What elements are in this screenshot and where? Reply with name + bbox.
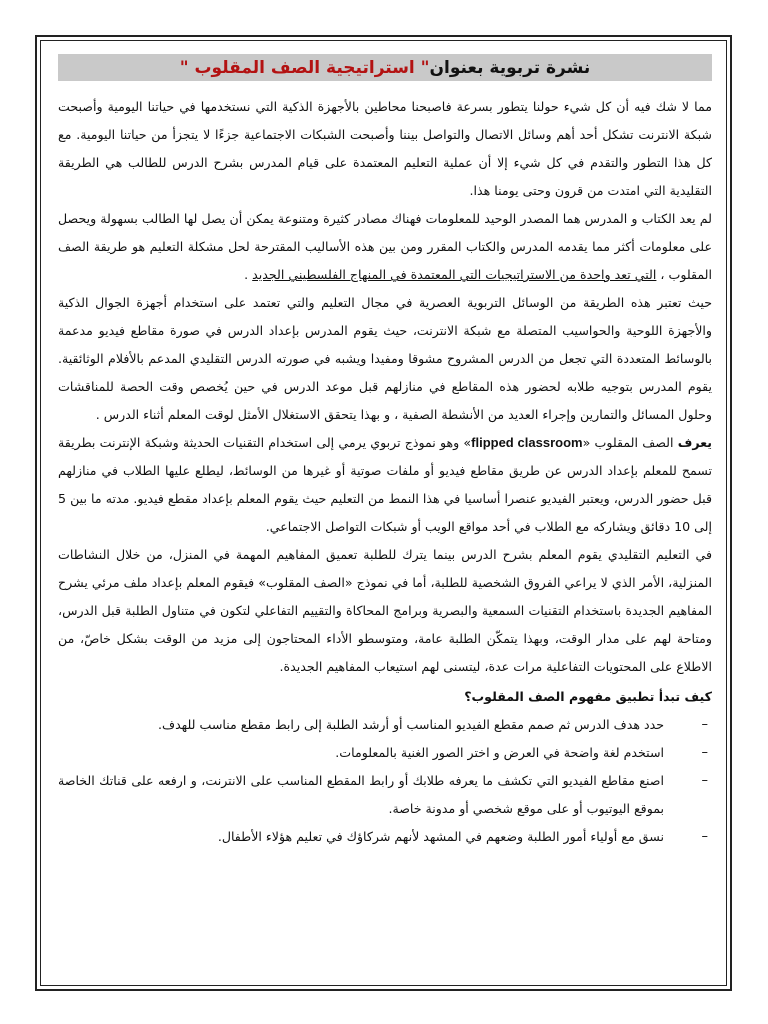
paragraph-sources xyxy=(58,205,712,289)
english-term: flipped classroom xyxy=(471,435,583,450)
dash-bullet-icon: – xyxy=(701,829,708,844)
title-accent: " استراتيجية الصف المقلوب " xyxy=(179,57,430,78)
step-text: نسق مع أولياء أمور الطلبة وضعهم في المشهد لأنهم شركاؤك في تعليم هؤلاء الأطفال. xyxy=(217,829,664,844)
step-text: استخدم لغة واضحة في العرض و اختر الصور الغنية بالمعلومات. xyxy=(335,745,664,760)
paragraph-sources-end: . xyxy=(244,267,253,282)
list-item xyxy=(58,711,712,739)
dash-bullet-icon: – xyxy=(701,745,708,760)
paragraph-comparison: في التعليم التقليدي يقوم المعلم بشرح الدرس بينما يترك للطلبة تعميق المفاهيم المهمة في المنزل، من خلال النشاطات المنزلية، الأمر الذي لا يراعي الفروق الشخصية للطلبة، أما في نموذج «الصف المقلوب» فيقوم المعلم بإعداد ملف مرئي يشرح المفاهيم الجديدة باستخدام التقنيات السمعية والبصرية وبرامج المحاكاة والتقييم التفاعلي لتكون في متناول الطلبة قبل الدرس، ومتاحة لهم على مدار الوقت، وبهذا يتمكّن الطلبة عامة، ومتوسطو الأداء المحتاجون إلى مزيد من الوقت بشكل خاصّ، من الاطلاع على المحتويات التفاعلية مرات عدة، ليتسنى لهم استيعاب المفاهيم الجديدة. xyxy=(58,547,712,674)
dash-bullet-icon: – xyxy=(701,717,708,732)
step-text: حدد هدف الدرس ثم صمم مقطع الفيديو المناسب أو أرشد الطلبة إلى رابط مقطع مناسب للهدف. xyxy=(158,717,664,732)
title-bar xyxy=(58,54,712,81)
document-body xyxy=(58,50,712,851)
list-item xyxy=(58,739,712,767)
definition-part-b: » وهو نموذج تربوي يرمي إلى استخدام التقنيات الحديثة وشبكة الإنترنت بطريقة تسمح للمعلم بإعداد الدرس عن طريق مقاطع فيديو أو ملفات صوتية أو غيرها من الوسائط، ليطلع عليها الطلاب في منازلهم قبل حضور الدرس، ويعتبر الفيديو عنصرا أساسيا في هذا النمط من التعليم حيث يقوم المعلم بإعداد مقطع فيديو. مدته ما بين 5 إلى 10 دقائق ويشاركه مع الطلاب في أحد مواقع الويب أو شبكات التواصل الاجتماعي. xyxy=(58,435,712,534)
definition-lead: يعرف xyxy=(677,435,713,450)
steps-list xyxy=(58,711,712,851)
paragraph-sources-underlined: التي تعد واحدة من الاستراتيجيات التي المعتمدة في المنهاج الفلسطيني الجديد xyxy=(252,267,657,282)
paragraph-intro: مما لا شك فيه أن كل شيء حولنا يتطور بسرعة فاصبحنا محاطين بالأجهزة الذكية التي نستخدمها في حياتنا اليومية وأصبحت شبكة الانترنت تشكل أحد أهم وسائل الاتصال والتواصل بيننا وأصبحت الشبكات الاجتماعية جزءًا لا يتجزأ من حياتنا اليومية. مع كل هذا التطور والتقدم في كل شيء إلا أن عملية التعليم المعتمدة على قيام المدرس بشرح الدرس للطالب هي الطريقة التقليدية التي امتدت من قرون وحتى يومنا هذا. xyxy=(58,99,712,198)
question-heading: كيف تبدأ تطبيق مفهوم الصف المقلوب؟ xyxy=(464,689,712,704)
paragraph-sources-main: لم يعد الكتاب و المدرس هما المصدر الوحيد للمعلومات فهناك مصادر كثيرة ومتنوعة يمكن أن يصل لها الطالب بسهولة ويحصل على معلومات أكثر مما يقدمه المدرس والكتاب المقرر ومن بين هذه الأساليب المقترحة لحل مشكلة التعليم هو طريقة الصف المقلوب ، xyxy=(58,211,712,282)
title-prefix: نشرة تربوية بعنوان xyxy=(429,57,591,78)
definition-part-a: الصف المقلوب « xyxy=(582,435,678,450)
dash-bullet-icon: – xyxy=(701,773,708,788)
paragraph-definition xyxy=(58,429,712,541)
list-item xyxy=(58,823,712,851)
list-item xyxy=(58,767,712,823)
paragraph-method: حيث تعتبر هذه الطريقة من الوسائل التربوية العصرية في مجال التعليم والتي تعتمد على استخدام أجهزة الجوال الذكية والأجهزة اللوحية والحواسيب المتصلة مع شبكة الانترنت، حيث يقوم المدرس بإعداد الدرس في صورة مقاطع فيديو مدعمة بالوسائط المتعددة التي تجعل من الدرس المشروح مشوقا ومفيدا ويشبه في صورته الدرس التقليدي المدعم بالأفلام الوثائقية. يقوم المدرس بتوجيه طلابه لحضور هذه المقاطع في منازلهم قبل موعد الدرس في حين يُخصص وقت الحصة للمناقشات وحلول المسائل والتمارين وإجراء العديد من الأنشطة الصفية ، و بهذا يتحقق الاستغلال الأمثل لوقت المعلم أثناء الدرس . xyxy=(58,295,712,422)
step-text: اصنع مقاطع الفيديو التي تكشف ما يعرفه طلابك أو رابط المقطع المناسب على الانترنت، و ارفعه على قناتك الخاصة بموقع اليوتيوب أو على موقع شخصي أو مدونة خاصة. xyxy=(58,773,664,816)
